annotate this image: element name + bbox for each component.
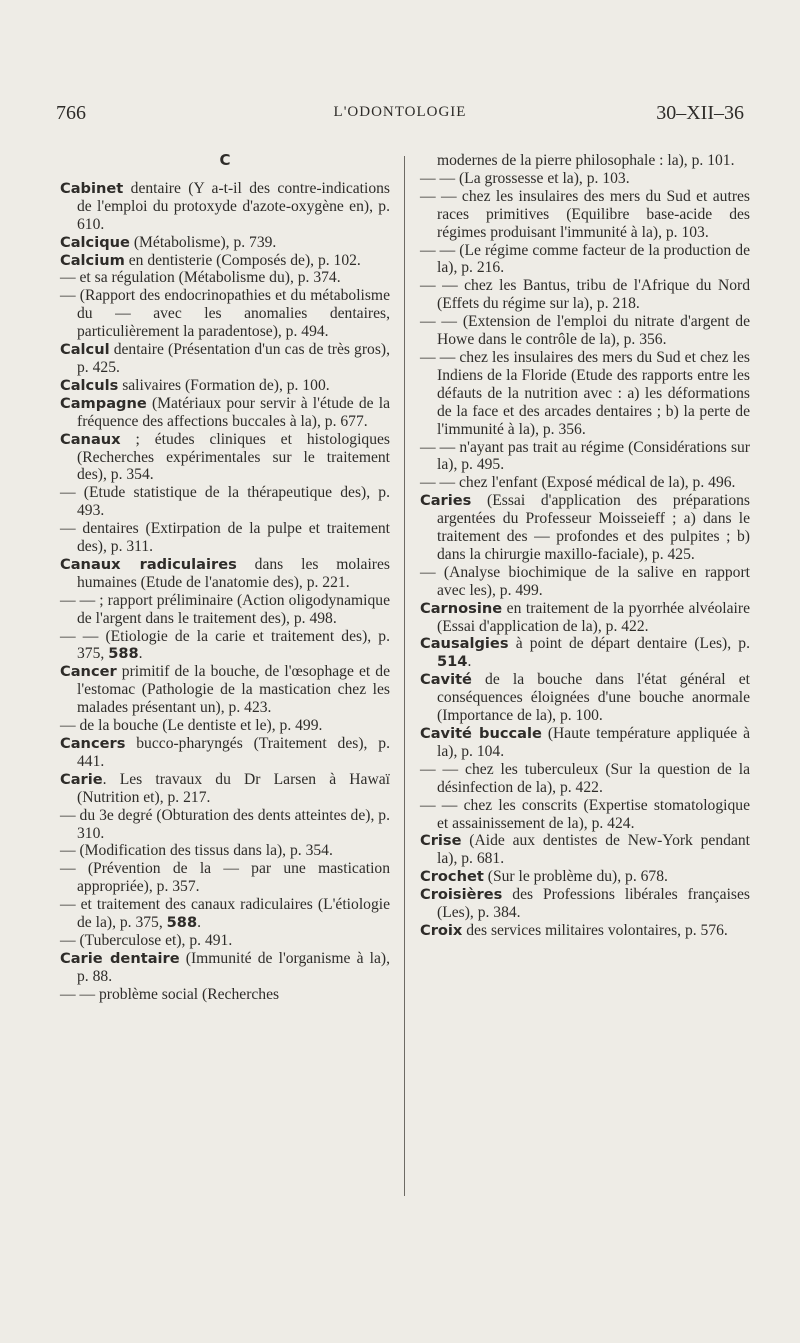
entry-tail: . (467, 653, 472, 671)
left-entries (60, 180, 390, 1004)
entry-text: — — chez les Bantus, tribu de l'Afrique du Nord (Effets du régime sur la), p. 218. (420, 277, 750, 313)
page-header (56, 102, 744, 132)
index-entry (420, 170, 750, 188)
index-entry (420, 868, 750, 886)
index-entry (60, 807, 390, 843)
entry-headword: Canaux (60, 430, 121, 448)
index-entry (420, 922, 750, 940)
page-number: 766 (56, 102, 86, 124)
index-entry (420, 349, 750, 439)
entry-text: — et traitement des canaux radiculaires (L'étiologie de la), p. 375, (60, 896, 390, 932)
index-entry (60, 663, 390, 717)
entry-text: en traitement de la pyorrhée alvéolaire (Essai d'application de la), p. 422. (437, 599, 750, 635)
index-entry (60, 896, 390, 932)
entry-headword: Cancer (60, 663, 117, 681)
entry-text: dentaire (Y a-t-il des contre-indications de l'emploi du protoxyde d'azote-oxygène en), p. 610. (77, 179, 390, 233)
entry-headword: Calcique (60, 233, 130, 251)
index-entry (60, 520, 390, 556)
index-column-right (420, 152, 750, 940)
entry-text: — (Modification des tissus dans la), p. 354. (60, 842, 333, 860)
entry-headword: Canaux radiculaires (60, 555, 237, 573)
index-entry (60, 950, 390, 986)
entry-text: en dentisterie (Composés de), p. 102. (124, 251, 361, 269)
entry-headword: Cavité buccale (420, 725, 542, 742)
entry-text: — — chez les tuberculeux (Sur la question de la désinfection de la), p. 422. (420, 760, 750, 796)
entry-text: — (Rapport des endocrinopathies et du métabolisme du — avec les anomalies dentaires, particulièrement la paradentose), p. 494. (60, 287, 390, 341)
entry-text: des Professions libérales françaises (Les), p. 384. (437, 886, 750, 922)
entry-headword: Crise (420, 832, 462, 850)
entry-headword: Croisières (420, 886, 503, 904)
entry-headword: Calcium (60, 251, 125, 269)
running-title: L'ODONTOLOGIE (333, 104, 467, 120)
entry-text: (Immunité de l'organisme à la), p. 88. (77, 949, 390, 985)
index-entry (60, 860, 390, 896)
entry-text: — dentaires (Extirpation de la pulpe et traitement des), p. 311. (60, 520, 390, 556)
index-entry (420, 564, 750, 600)
entry-headword: Crochet (420, 868, 484, 886)
entry-text: . Les travaux du Dr Larsen à Hawaï (Nutrition et), p. 217. (77, 770, 390, 806)
entry-text: — du 3e degré (Obturation des dents atteintes de), p. 310. (60, 806, 390, 842)
entry-text: de la bouche dans l'état général et conséquences éloignées d'une bouche anormale (Importance de la), p. 100. (437, 671, 750, 725)
index-entry (60, 484, 390, 520)
entry-text: — et sa régulation (Métabolisme du), p. 374. (60, 269, 341, 287)
entry-text: — — (La grossesse et la), p. 103. (420, 169, 630, 187)
index-entry (60, 234, 390, 252)
entry-text: — (Tuberculose et), p. 491. (60, 931, 233, 949)
entry-headword: Causalgies (420, 635, 509, 653)
entry-text: (Haute température appliquée à la), p. 104. (437, 725, 750, 760)
issue-date: 30–XII–36 (656, 102, 744, 124)
right-entries (420, 152, 750, 940)
index-entry (420, 439, 750, 475)
index-entry (60, 395, 390, 431)
index-entry (420, 277, 750, 313)
index-entry (60, 431, 390, 485)
section-letter: C (219, 151, 231, 169)
entry-text: à point de départ dentaire (Les), p. (508, 635, 750, 653)
entry-page-bold: 514 (437, 653, 468, 671)
entry-headword: Carie dentaire (60, 949, 180, 967)
entry-text: des services militaires volontaires, p. 576. (462, 921, 728, 939)
index-entry (60, 735, 390, 771)
index-entry (60, 377, 390, 395)
entry-text: — — (Le régime comme facteur de la production de la), p. 216. (420, 241, 750, 277)
index-entry (60, 269, 390, 287)
index-entry (420, 600, 750, 636)
index-entry (60, 556, 390, 592)
entry-text: — (Etude statistique de la thérapeutique des), p. 493. (60, 484, 390, 520)
entry-text: — — chez les insulaires des mers du Sud et autres races primitives (Equilibre base-acide des régimes produisant l'immunité à la), p. 103. (420, 187, 750, 241)
index-entry (420, 313, 750, 349)
index-entry (60, 341, 390, 377)
entry-headword: Carie (60, 770, 103, 788)
index-entry (60, 180, 390, 234)
index-entry (60, 771, 390, 807)
entry-text: ; études cliniques et histologiques (Recherches expérimentales sur le traitement des), p. 354. (77, 430, 390, 484)
index-column-left (60, 152, 390, 1004)
entry-tail: . (138, 645, 143, 663)
entry-text: (Aide aux dentistes de New-York pendant la), p. 681. (437, 832, 750, 868)
index-entry (420, 242, 750, 278)
entry-text: — — ; rapport préliminaire (Action oligodynamique de l'argent dans le traitement des), p. 498. (60, 591, 390, 627)
entry-headword: Calcul (60, 341, 110, 359)
column-divider (404, 156, 405, 1196)
entry-text: (Essai d'application des préparations argentées du Professeur Moisseieff ; a) dans le traitement des — profondes et des pulpites ; b) dans la chirurgie maxillo-faciale), p. 425. (437, 492, 750, 563)
index-entry (420, 886, 750, 922)
index-entry (60, 717, 390, 735)
index-entry (60, 986, 390, 1004)
index-entry (420, 725, 750, 761)
index-entry (420, 152, 750, 170)
index-entry (60, 628, 390, 664)
index-entry (420, 832, 750, 868)
entry-text: — — chez les insulaires des mers du Sud et chez les Indiens de la Floride (Etude des rapports entre les défauts de la nutrition avec : a) les déformations de la face et des arcades dentaires ; b) la perte de l'immunité à la), p. 356. (420, 348, 750, 438)
entry-text: — — (Extension de l'emploi du nitrate d'argent de Howe dans le contrôle de la), p. 356. (420, 313, 750, 349)
entry-headword: Calculs (60, 376, 119, 394)
entry-text: — de la bouche (Le dentiste et le), p. 499. (60, 717, 323, 735)
entry-headword: Croix (420, 921, 463, 939)
entry-tail: . (197, 914, 202, 932)
entry-text: — — n'ayant pas trait au régime (Considérations sur la), p. 495. (420, 438, 750, 474)
entry-text: (Métabolisme), p. 739. (129, 233, 277, 251)
index-entry (420, 492, 750, 564)
entry-text: — — (Etiologie de la carie et traitement des), p. 375, (60, 627, 390, 663)
index-entry (420, 474, 750, 492)
entry-text: bucco-pharyngés (Traitement des), p. 441. (77, 735, 390, 770)
entry-headword: Cavité (420, 671, 472, 689)
index-entry (60, 287, 390, 341)
index-entry (420, 797, 750, 833)
entry-text: (Sur le problème du), p. 678. (483, 868, 668, 886)
entry-text: — (Analyse biochimique de la salive en rapport avec les), p. 499. (420, 563, 750, 599)
entry-headword: Carnosine (420, 599, 503, 617)
entry-text: — (Prévention de la — par une mastication appropriée), p. 357. (60, 860, 390, 896)
entry-headword: Campagne (60, 394, 147, 412)
entry-text: dans les molaires humaines (Etude de l'anatomie des), p. 221. (77, 555, 390, 591)
entry-text: — — chez l'enfant (Exposé médical de la), p. 496. (420, 474, 736, 492)
entry-text: — — chez les conscrits (Expertise stomatologique et assainissement de la), p. 424. (420, 796, 750, 832)
entry-text: modernes de la pierre philosophale : la), p. 101. (437, 152, 735, 169)
entry-text: primitif de la bouche, de l'œsophage et de l'estomac (Pathologie de la mastication chez les malades présentant un), p. 423. (77, 663, 390, 717)
entry-text: salivaires (Formation de), p. 100. (118, 376, 330, 394)
index-entry (60, 842, 390, 860)
entry-text: (Matériaux pour servir à l'étude de la fréquence des affections buccales à la), p. 677. (77, 394, 390, 430)
entry-headword: Cabinet (60, 179, 124, 197)
entry-headword: Caries (420, 492, 472, 510)
index-entry (420, 761, 750, 797)
index-entry (60, 252, 390, 270)
entry-text: — — problème social (Recherches (60, 985, 280, 1003)
index-entry (420, 635, 750, 671)
entry-page-bold: 588 (108, 645, 139, 663)
entry-text: dentaire (Présentation d'un cas de très gros), p. 425. (77, 341, 390, 376)
entry-page-bold: 588 (166, 914, 198, 932)
index-entry (60, 932, 390, 950)
entry-headword: Cancers (60, 735, 126, 752)
index-entry (420, 671, 750, 725)
index-entry (60, 592, 390, 628)
index-entry (420, 188, 750, 242)
